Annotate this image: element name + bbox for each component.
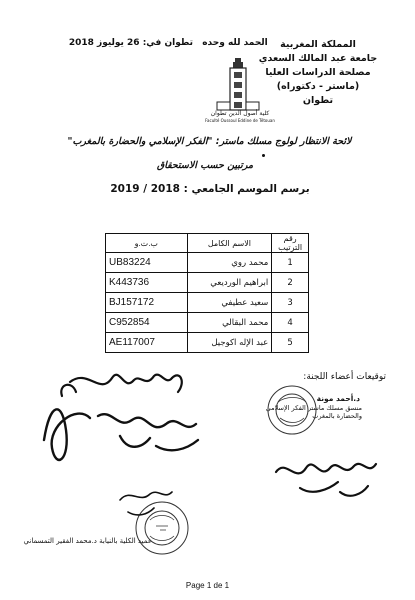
list-subtitle: مرتبين حسب الاستحقاق (156, 160, 254, 171)
cell-rank: 3 (272, 293, 309, 313)
cell-rank: 4 (272, 313, 309, 333)
header-name: الاسم الكامل (187, 234, 272, 253)
cell-rank: 1 (272, 253, 309, 273)
coordinator-name: د.أحمد مونة (316, 394, 360, 403)
cell-id: BJ157172 (106, 293, 188, 313)
document-date: تطوان في: 26 يوليوز 2018 (68, 38, 193, 48)
cell-name: محمد روي (187, 253, 272, 273)
cell-id: AE117007 (106, 333, 188, 353)
academic-year: برسم الموسم الجامعي : 2018 / 2019 (110, 183, 310, 195)
header-line-service: مصلحة الدراسات العليا (265, 67, 371, 78)
stamp-coordinator (268, 386, 316, 434)
logo-caption-fr: Faculté Oussoul Eddine de Tétouan (205, 118, 275, 123)
page-footer: Page 1 de 1 (185, 581, 230, 590)
logo-caption-ar: كلية أصول الدين تطوان (210, 110, 270, 117)
cell-id: K443736 (106, 273, 188, 293)
header-rank: رقم الترتيب (272, 234, 309, 253)
list-title: لائحة الانتظار لولوج مسلك ماستر: "الفكر الإسلامي والحضارة بالمغرب" (67, 136, 352, 147)
cell-name: ابراهيم الورديعي (187, 273, 272, 293)
signatures-title: توقيعات أعضاء اللجنة: (303, 372, 386, 382)
cell-id: C952854 (106, 313, 188, 333)
signature-middle-left (44, 409, 198, 460)
cell-rank: 2 (272, 273, 309, 293)
coordinator-role: منسق مسلك ماستر الفكر الإسلامي والحضارة بالمغرب (265, 404, 362, 420)
cell-name: محمد البقالي (187, 313, 272, 333)
header-line-university: جامعة عبد المالك السعدي (258, 53, 378, 64)
header-line-kingdom: المملكة المغربية (280, 39, 356, 50)
signature-bottom-right (276, 464, 376, 496)
header-line-city: تطوان (302, 95, 334, 106)
header-id: ب.ت.و (106, 234, 188, 253)
cell-id: UB83224 (106, 253, 188, 273)
cell-name: عبد الإله اكوجيل (187, 333, 272, 353)
cell-rank: 5 (272, 333, 309, 353)
dean-name: عميد الكلية بالنيابة د.محمد الفقير التمسماني (23, 537, 152, 545)
header-line-programs: (ماستر - دكتوراه) (276, 81, 360, 92)
cell-name: سعيد عطيفي (187, 293, 272, 313)
invocation: الحمد لله وحده (202, 38, 268, 48)
signature-top-left (61, 375, 181, 396)
stamp-dean (136, 502, 188, 554)
